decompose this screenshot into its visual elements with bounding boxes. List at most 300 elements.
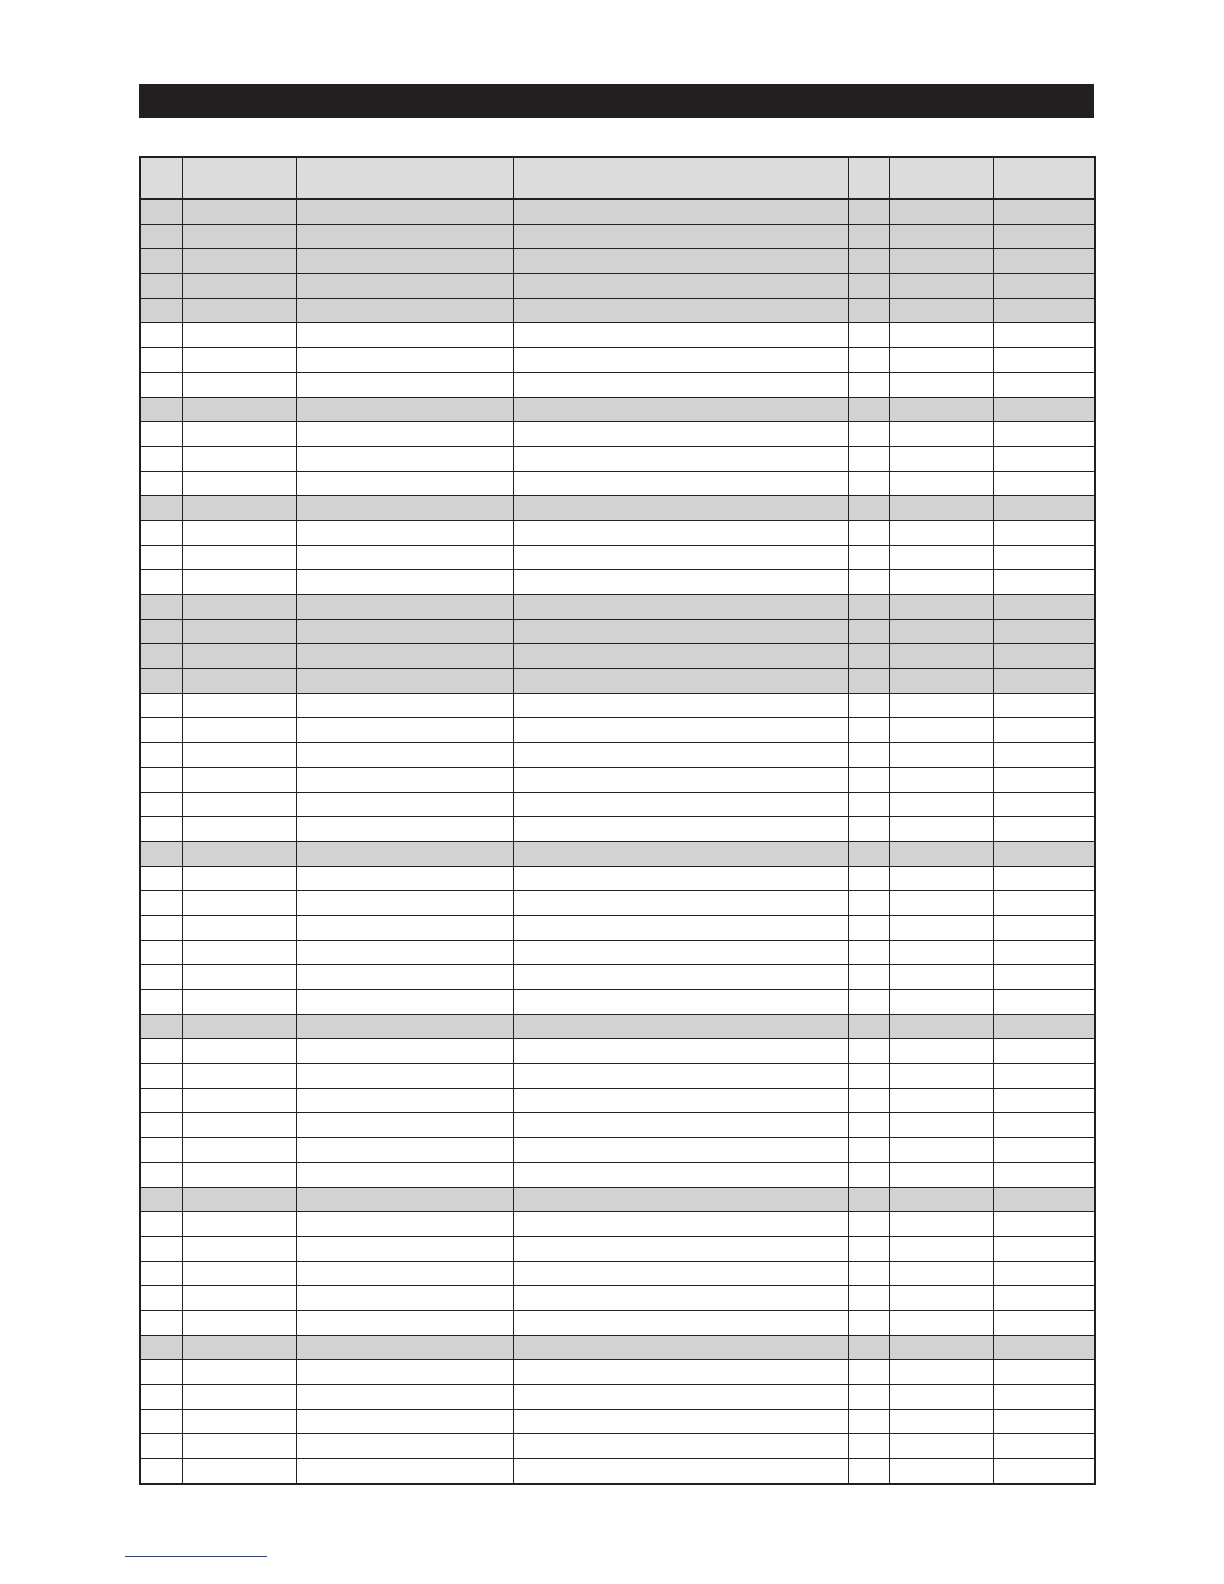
table-cell [889, 792, 993, 817]
table-cell [889, 817, 993, 842]
table-cell [848, 224, 889, 249]
table-cell [182, 767, 296, 792]
table-cell [848, 891, 889, 916]
table-row [140, 1138, 1095, 1163]
table-cell [182, 422, 296, 447]
table-row [140, 841, 1095, 866]
table-cell [513, 915, 848, 940]
table-cell [848, 1459, 889, 1484]
table-cell [140, 274, 182, 299]
table-cell [182, 965, 296, 990]
table-cell [182, 1138, 296, 1163]
table-cell [848, 446, 889, 471]
table-cell [296, 1236, 513, 1261]
table-cell [993, 866, 1095, 891]
table-cell [296, 619, 513, 644]
table-row [140, 817, 1095, 842]
table-cell [140, 1434, 182, 1459]
table-cell [182, 1212, 296, 1237]
table-cell [993, 496, 1095, 521]
table-cell [848, 1138, 889, 1163]
table-cell [513, 1187, 848, 1212]
table-cell [140, 965, 182, 990]
table-cell [848, 866, 889, 891]
table-cell [140, 1014, 182, 1039]
table-cell [889, 1113, 993, 1138]
table-cell [140, 520, 182, 545]
table-cell [182, 1385, 296, 1410]
table-cell [296, 792, 513, 817]
table-cell [848, 545, 889, 570]
table-cell [182, 595, 296, 620]
table-cell [513, 471, 848, 496]
table-cell [848, 372, 889, 397]
table-cell [296, 1088, 513, 1113]
table-cell [140, 866, 182, 891]
table-cell [140, 1236, 182, 1261]
table-cell [993, 1039, 1095, 1064]
table-cell [889, 693, 993, 718]
table-cell [889, 1212, 993, 1237]
table-row [140, 496, 1095, 521]
table-cell [993, 1162, 1095, 1187]
table-cell [513, 1088, 848, 1113]
table-row [140, 249, 1095, 274]
table-cell [993, 693, 1095, 718]
table-cell [140, 990, 182, 1015]
table-cell [513, 990, 848, 1015]
table-cell [296, 199, 513, 224]
table-cell [848, 817, 889, 842]
table-cell [182, 1434, 296, 1459]
table-cell [140, 1138, 182, 1163]
footer-link[interactable] [125, 1556, 267, 1557]
table-cell [182, 446, 296, 471]
table-cell [848, 1113, 889, 1138]
table-cell [296, 1138, 513, 1163]
table-cell [182, 817, 296, 842]
table-cell [140, 817, 182, 842]
table-cell [993, 224, 1095, 249]
table-cell [993, 1310, 1095, 1335]
table-cell [296, 940, 513, 965]
table-cell [182, 693, 296, 718]
table-cell [140, 1335, 182, 1360]
table-row [140, 372, 1095, 397]
table-cell [513, 595, 848, 620]
table-cell [889, 348, 993, 373]
table-row [140, 323, 1095, 348]
table-cell [993, 372, 1095, 397]
table-cell [889, 1286, 993, 1311]
table-cell [296, 866, 513, 891]
table-cell [848, 619, 889, 644]
table-cell [140, 915, 182, 940]
table-cell [296, 1459, 513, 1484]
table-row [140, 1310, 1095, 1335]
table-cell [848, 595, 889, 620]
table-cell [513, 940, 848, 965]
table-cell [140, 348, 182, 373]
table-cell [993, 1088, 1095, 1113]
table-cell [513, 1212, 848, 1237]
table-cell [513, 545, 848, 570]
table-cell [889, 1385, 993, 1410]
table-cell [182, 1459, 296, 1484]
table-cell [993, 1335, 1095, 1360]
table-cell [848, 397, 889, 422]
table-cell [296, 1212, 513, 1237]
table-row [140, 1360, 1095, 1385]
table-cell [848, 570, 889, 595]
table-row [140, 1385, 1095, 1410]
table-cell [140, 841, 182, 866]
table-cell [889, 595, 993, 620]
table-cell [513, 1236, 848, 1261]
table-cell [513, 619, 848, 644]
table-cell [889, 619, 993, 644]
table-cell [140, 545, 182, 570]
table-cell [993, 1187, 1095, 1212]
table-cell [182, 348, 296, 373]
table-cell [182, 274, 296, 299]
table-cell [296, 471, 513, 496]
table-cell [889, 1039, 993, 1064]
table-cell [182, 471, 296, 496]
table-cell [140, 891, 182, 916]
table-cell [848, 520, 889, 545]
table-cell [993, 1360, 1095, 1385]
table-cell [993, 422, 1095, 447]
table-cell [182, 1162, 296, 1187]
table-cell [889, 669, 993, 694]
table-cell [182, 199, 296, 224]
table-cell [296, 422, 513, 447]
table-cell [848, 767, 889, 792]
table-row [140, 767, 1095, 792]
table-cell [513, 274, 848, 299]
table-cell [513, 249, 848, 274]
table-cell [182, 743, 296, 768]
table-cell [993, 520, 1095, 545]
table-cell [993, 1064, 1095, 1089]
table-cell [182, 397, 296, 422]
table-cell [848, 1064, 889, 1089]
table-cell [889, 1434, 993, 1459]
table-cell [993, 767, 1095, 792]
table-cell [296, 1039, 513, 1064]
table-cell [182, 496, 296, 521]
table-cell [140, 1360, 182, 1385]
table-row [140, 669, 1095, 694]
table-cell [140, 1385, 182, 1410]
table-cell [848, 841, 889, 866]
table-cell [848, 422, 889, 447]
table-cell [182, 841, 296, 866]
table-cell [993, 446, 1095, 471]
table-cell [993, 570, 1095, 595]
table-cell [513, 1261, 848, 1286]
table-cell [848, 1212, 889, 1237]
table-cell [140, 397, 182, 422]
table-cell [889, 1236, 993, 1261]
table-cell [993, 1261, 1095, 1286]
table-cell [889, 990, 993, 1015]
table-row [140, 1335, 1095, 1360]
table-row [140, 595, 1095, 620]
table-row [140, 1459, 1095, 1484]
table-cell [296, 348, 513, 373]
table-cell [140, 1039, 182, 1064]
table-row [140, 990, 1095, 1015]
table-cell [140, 1261, 182, 1286]
table-cell [140, 249, 182, 274]
table-cell [296, 1360, 513, 1385]
table-cell [848, 1236, 889, 1261]
table-cell [513, 1434, 848, 1459]
table-cell [140, 1064, 182, 1089]
table-cell [993, 1459, 1095, 1484]
table-cell [848, 644, 889, 669]
table-cell [513, 891, 848, 916]
table-cell [140, 644, 182, 669]
table-cell [182, 323, 296, 348]
table-cell [848, 274, 889, 299]
table-cell [182, 1039, 296, 1064]
table-cell [513, 520, 848, 545]
table-cell [848, 1261, 889, 1286]
table-cell [513, 1459, 848, 1484]
table-cell [889, 249, 993, 274]
table-cell [889, 915, 993, 940]
table-cell [296, 274, 513, 299]
table-cell [848, 298, 889, 323]
table-cell [296, 718, 513, 743]
table-cell [182, 1409, 296, 1434]
table-cell [296, 496, 513, 521]
table-cell [513, 1286, 848, 1311]
table-cell [889, 298, 993, 323]
table-cell [182, 718, 296, 743]
table-cell [296, 570, 513, 595]
table-row [140, 520, 1095, 545]
table-cell [182, 545, 296, 570]
table-cell [513, 1335, 848, 1360]
table-cell [889, 1261, 993, 1286]
table-cell [993, 471, 1095, 496]
table-cell [889, 1138, 993, 1163]
table-cell [889, 1162, 993, 1187]
table-cell [140, 669, 182, 694]
table-cell [140, 743, 182, 768]
table-cell [993, 397, 1095, 422]
table-cell [140, 446, 182, 471]
table-cell [848, 915, 889, 940]
table-row [140, 619, 1095, 644]
table-cell [296, 224, 513, 249]
table-cell [889, 866, 993, 891]
table-cell [296, 669, 513, 694]
table-row [140, 940, 1095, 965]
table-row [140, 693, 1095, 718]
table-row [140, 965, 1095, 990]
table-cell [993, 1014, 1095, 1039]
table-cell [140, 619, 182, 644]
table-cell [182, 1014, 296, 1039]
table-cell [140, 1187, 182, 1212]
table-cell [182, 990, 296, 1015]
table-cell [182, 792, 296, 817]
table-cell [513, 693, 848, 718]
table-row [140, 1187, 1095, 1212]
table-cell [993, 1434, 1095, 1459]
table-cell [140, 792, 182, 817]
table-cell [993, 249, 1095, 274]
table-cell [182, 224, 296, 249]
table-cell [296, 693, 513, 718]
table-cell [140, 1113, 182, 1138]
table-cell [140, 693, 182, 718]
table-cell [140, 1088, 182, 1113]
table-row [140, 1434, 1095, 1459]
table-cell [182, 1310, 296, 1335]
table-row [140, 1064, 1095, 1089]
table-cell [182, 891, 296, 916]
table-cell [993, 619, 1095, 644]
table-cell [140, 496, 182, 521]
table-cell [848, 792, 889, 817]
table-cell [848, 348, 889, 373]
table-cell [513, 1014, 848, 1039]
table-row [140, 224, 1095, 249]
table-row [140, 915, 1095, 940]
table-cell [296, 1064, 513, 1089]
table-cell [513, 1064, 848, 1089]
table-cell [848, 249, 889, 274]
table-cell [296, 397, 513, 422]
table-cell [889, 372, 993, 397]
table-cell [296, 372, 513, 397]
table-cell [182, 1286, 296, 1311]
table-cell [513, 224, 848, 249]
table-cell [848, 1088, 889, 1113]
table-cell [182, 570, 296, 595]
table-cell [296, 990, 513, 1015]
table-cell [296, 1014, 513, 1039]
table-cell [848, 1014, 889, 1039]
table-row [140, 1113, 1095, 1138]
table-cell [140, 767, 182, 792]
table-cell [140, 1162, 182, 1187]
table-cell [993, 644, 1095, 669]
column-header [513, 157, 848, 199]
table-cell [182, 940, 296, 965]
table-cell [513, 743, 848, 768]
table-cell [140, 199, 182, 224]
table-cell [848, 1385, 889, 1410]
table-cell [296, 915, 513, 940]
table-cell [993, 1138, 1095, 1163]
table-cell [993, 1409, 1095, 1434]
table-cell [182, 915, 296, 940]
table-cell [993, 595, 1095, 620]
table-cell [993, 323, 1095, 348]
table-cell [993, 274, 1095, 299]
table-row [140, 545, 1095, 570]
table-cell [140, 1459, 182, 1484]
table-cell [889, 471, 993, 496]
table-cell [513, 718, 848, 743]
table-cell [182, 1113, 296, 1138]
table-cell [889, 570, 993, 595]
table-cell [182, 619, 296, 644]
table-cell [993, 817, 1095, 842]
table-cell [513, 570, 848, 595]
table-row [140, 866, 1095, 891]
table-cell [889, 274, 993, 299]
table-cell [513, 348, 848, 373]
table-cell [889, 1064, 993, 1089]
table-cell [848, 1187, 889, 1212]
table-cell [889, 1310, 993, 1335]
table-cell [889, 940, 993, 965]
page-title-bar [139, 84, 1094, 118]
table-cell [296, 1113, 513, 1138]
table-cell [993, 669, 1095, 694]
table-row [140, 274, 1095, 299]
table-cell [993, 990, 1095, 1015]
table-cell [889, 1360, 993, 1385]
table-row [140, 1409, 1095, 1434]
table-cell [993, 965, 1095, 990]
table-cell [993, 1236, 1095, 1261]
table-cell [513, 965, 848, 990]
table-cell [513, 817, 848, 842]
table-cell [889, 841, 993, 866]
table-cell [296, 446, 513, 471]
table-row [140, 471, 1095, 496]
table-cell [182, 866, 296, 891]
table-cell [993, 1113, 1095, 1138]
table-cell [993, 743, 1095, 768]
table-cell [140, 298, 182, 323]
table-cell [848, 323, 889, 348]
table-row [140, 792, 1095, 817]
table-cell [140, 224, 182, 249]
table-cell [182, 1187, 296, 1212]
table-cell [296, 817, 513, 842]
table-cell [513, 644, 848, 669]
table-cell [140, 1310, 182, 1335]
table-cell [889, 520, 993, 545]
table-cell [848, 693, 889, 718]
table-cell [296, 1261, 513, 1286]
table-cell [513, 767, 848, 792]
column-header [140, 157, 182, 199]
table-cell [513, 1409, 848, 1434]
table-cell [296, 1162, 513, 1187]
column-header [182, 157, 296, 199]
table-row [140, 1088, 1095, 1113]
table-cell [140, 372, 182, 397]
table-cell [848, 965, 889, 990]
table-cell [889, 446, 993, 471]
table-cell [848, 1310, 889, 1335]
table-cell [993, 891, 1095, 916]
table-cell [182, 1088, 296, 1113]
table-row [140, 1162, 1095, 1187]
table-cell [848, 1434, 889, 1459]
